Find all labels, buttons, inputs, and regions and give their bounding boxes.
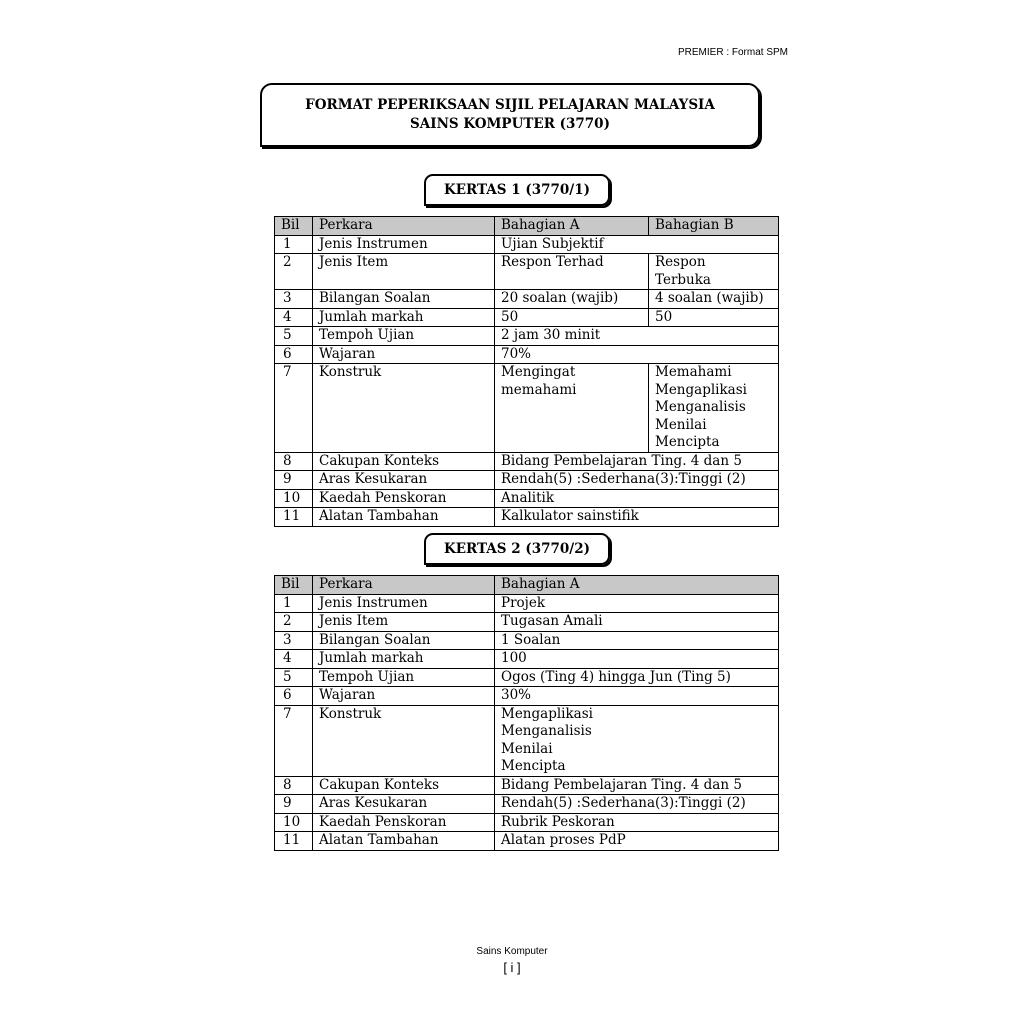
row-number: 8 — [275, 776, 313, 795]
header-bil: Bil — [275, 576, 313, 595]
row-number: 10 — [275, 813, 313, 832]
row-bahagian-a-line: Rendah(5) :Sederhana(3):Tinggi (2) — [501, 795, 746, 811]
row-bahagian-b-line: 50 — [655, 308, 673, 325]
row-bahagian-a — [495, 813, 779, 832]
row-number: 3 — [275, 631, 313, 650]
row-bahagian-a-line: Rendah(5) :Sederhana(3):Tinggi (2) — [501, 471, 746, 487]
row-item: Aras Kesukaran — [313, 471, 495, 490]
table-row — [275, 364, 779, 453]
row-bahagian-a-line: Alatan proses PdP — [501, 832, 626, 848]
kertas2-label: KERTAS 2 (3770/2) — [424, 533, 610, 565]
row-number: 7 — [275, 364, 313, 453]
row-number: 1 — [275, 235, 313, 254]
header-bahagian-b: Bahagian B — [649, 217, 779, 236]
header-bahagian-a: Bahagian A — [495, 217, 649, 236]
row-bahagian-b-line: Menganalisis — [655, 399, 746, 415]
row-item: Wajaran — [313, 345, 495, 364]
table-row — [275, 813, 779, 832]
header-perkara: Perkara — [313, 576, 495, 595]
row-bahagian-a-line: 100 — [501, 650, 527, 666]
document-title-box — [260, 83, 760, 147]
header-perkara: Perkara — [313, 217, 495, 236]
row-bahagian-a — [495, 235, 779, 254]
row-number: 7 — [275, 705, 313, 776]
row-bahagian-a — [495, 345, 779, 364]
table-row — [275, 345, 779, 364]
row-bahagian-b-line: 4 soalan (wajib) — [655, 290, 764, 306]
row-bahagian-a — [495, 613, 779, 632]
row-bahagian-b-line: Terbuka — [655, 271, 711, 288]
table-row — [275, 613, 779, 632]
row-number: 5 — [275, 327, 313, 346]
row-bahagian-a — [495, 776, 779, 795]
row-item: Tempoh Ujian — [313, 327, 495, 346]
row-item: Kaedah Penskoran — [313, 489, 495, 508]
row-bahagian-a-line: memahami — [501, 381, 577, 398]
row-item: Jenis Item — [313, 254, 495, 290]
row-item: Jenis Item — [313, 613, 495, 632]
row-bahagian-a — [495, 254, 649, 290]
row-bahagian-a-line: Mengaplikasi — [501, 705, 593, 722]
table-row — [275, 668, 779, 687]
row-item: Konstruk — [313, 364, 495, 453]
table-row — [275, 650, 779, 669]
row-bahagian-a-line: Ujian Subjektif — [501, 235, 604, 252]
row-bahagian-a-line: Respon Terhad — [501, 254, 604, 270]
table-header-row — [275, 576, 779, 595]
row-bahagian-b-line: Menilai — [655, 416, 707, 433]
row-item: Jenis Instrumen — [313, 235, 495, 254]
row-bahagian-a — [495, 631, 779, 650]
table-row — [275, 235, 779, 254]
row-number: 11 — [275, 832, 313, 851]
row-number: 4 — [275, 308, 313, 327]
kertas1-table — [274, 216, 779, 527]
row-bahagian-a-line: Menilai — [501, 740, 553, 757]
row-bahagian-a-line: Ogos (Ting 4) hingga Jun (Ting 5) — [501, 668, 731, 685]
row-item: Jenis Instrumen — [313, 594, 495, 613]
row-bahagian-b-line: Respon — [655, 254, 706, 270]
row-bahagian-a-line: Bidang Pembelajaran Ting. 4 dan 5 — [501, 776, 742, 793]
row-bahagian-a — [495, 489, 779, 508]
row-number: 9 — [275, 471, 313, 490]
table-row — [275, 631, 779, 650]
row-bahagian-b-line: Mengaplikasi — [655, 381, 747, 398]
kertas2-table — [274, 575, 779, 851]
row-bahagian-a-line: 30% — [501, 687, 532, 703]
row-bahagian-b — [649, 364, 779, 453]
row-number: 3 — [275, 290, 313, 309]
header-bil: Bil — [275, 217, 313, 236]
row-item: Alatan Tambahan — [313, 508, 495, 527]
table-row — [275, 254, 779, 290]
row-number: 5 — [275, 668, 313, 687]
row-bahagian-b-line: Memahami — [655, 364, 732, 380]
table-row — [275, 795, 779, 814]
row-bahagian-a — [495, 668, 779, 687]
row-number: 8 — [275, 452, 313, 471]
row-bahagian-a-line: 1 Soalan — [501, 631, 561, 648]
table-row — [275, 508, 779, 527]
row-bahagian-a-line: Bidang Pembelajaran Ting. 4 dan 5 — [501, 452, 742, 469]
row-item: Wajaran — [313, 687, 495, 706]
row-bahagian-a-line: Rubrik Peskoran — [501, 813, 615, 830]
row-item: Kaedah Penskoran — [313, 813, 495, 832]
row-bahagian-a — [495, 364, 649, 453]
row-bahagian-a-line: Menganalisis — [501, 723, 592, 739]
row-item: Tempoh Ujian — [313, 668, 495, 687]
table-row — [275, 687, 779, 706]
row-bahagian-a-line: Tugasan Amali — [501, 613, 603, 629]
kertas1-label: KERTAS 1 (3770/1) — [424, 174, 610, 206]
row-item: Jumlah markah — [313, 308, 495, 327]
row-bahagian-a — [495, 308, 649, 327]
row-number: 2 — [275, 254, 313, 290]
row-item: Bilangan Soalan — [313, 631, 495, 650]
row-number: 1 — [275, 594, 313, 613]
footer-page-number: [ i ] — [503, 960, 521, 975]
row-item: Alatan Tambahan — [313, 832, 495, 851]
row-item: Cakupan Konteks — [313, 452, 495, 471]
row-bahagian-a — [495, 795, 779, 814]
row-item: Aras Kesukaran — [313, 795, 495, 814]
row-number: 10 — [275, 489, 313, 508]
table-row — [275, 452, 779, 471]
row-number: 6 — [275, 345, 313, 364]
row-bahagian-a — [495, 452, 779, 471]
row-bahagian-b — [649, 308, 779, 327]
table-row — [275, 705, 779, 776]
title-line-2: SAINS KOMPUTER (3770) — [410, 116, 610, 132]
row-item: Jumlah markah — [313, 650, 495, 669]
row-bahagian-a — [495, 832, 779, 851]
row-bahagian-a-line: Mencipta — [501, 758, 566, 774]
row-bahagian-a — [495, 508, 779, 527]
row-number: 11 — [275, 508, 313, 527]
table-row — [275, 327, 779, 346]
table-row — [275, 290, 779, 309]
row-bahagian-a — [495, 594, 779, 613]
row-bahagian-a — [495, 471, 779, 490]
row-bahagian-a-line: 2 jam 30 minit — [501, 327, 601, 343]
row-bahagian-a — [495, 705, 779, 776]
row-bahagian-a — [495, 650, 779, 669]
row-bahagian-a-line: 50 — [501, 308, 519, 325]
table-header-row — [275, 217, 779, 236]
row-bahagian-a — [495, 327, 779, 346]
row-bahagian-b — [649, 254, 779, 290]
row-item: Cakupan Konteks — [313, 776, 495, 795]
row-bahagian-a-line: Projek — [501, 594, 546, 611]
footer-subject: Sains Komputer — [476, 946, 548, 957]
header-note: PREMIER : Format SPM — [677, 47, 788, 58]
table-row — [275, 489, 779, 508]
row-number: 6 — [275, 687, 313, 706]
row-bahagian-a — [495, 290, 649, 309]
table-row — [275, 594, 779, 613]
table-row — [275, 308, 779, 327]
row-item: Konstruk — [313, 705, 495, 776]
title-line-1: FORMAT PEPERIKSAAN SIJIL PELAJARAN MALAYSIA — [305, 97, 715, 113]
table-row — [275, 832, 779, 851]
row-number: 9 — [275, 795, 313, 814]
row-bahagian-a-line: 70% — [501, 345, 532, 362]
row-bahagian-b-line: Mencipta — [655, 434, 720, 450]
row-item: Bilangan Soalan — [313, 290, 495, 309]
row-number: 2 — [275, 613, 313, 632]
row-bahagian-a-line: Analitik — [501, 489, 555, 506]
row-number: 4 — [275, 650, 313, 669]
row-bahagian-b — [649, 290, 779, 309]
table-row — [275, 776, 779, 795]
table-row — [275, 471, 779, 490]
row-bahagian-a-line: Mengingat — [501, 364, 576, 380]
header-bahagian-a: Bahagian A — [495, 576, 779, 595]
row-bahagian-a-line: 20 soalan (wajib) — [501, 290, 619, 306]
row-bahagian-a-line: Kalkulator sainstifik — [501, 508, 639, 524]
row-bahagian-a — [495, 687, 779, 706]
